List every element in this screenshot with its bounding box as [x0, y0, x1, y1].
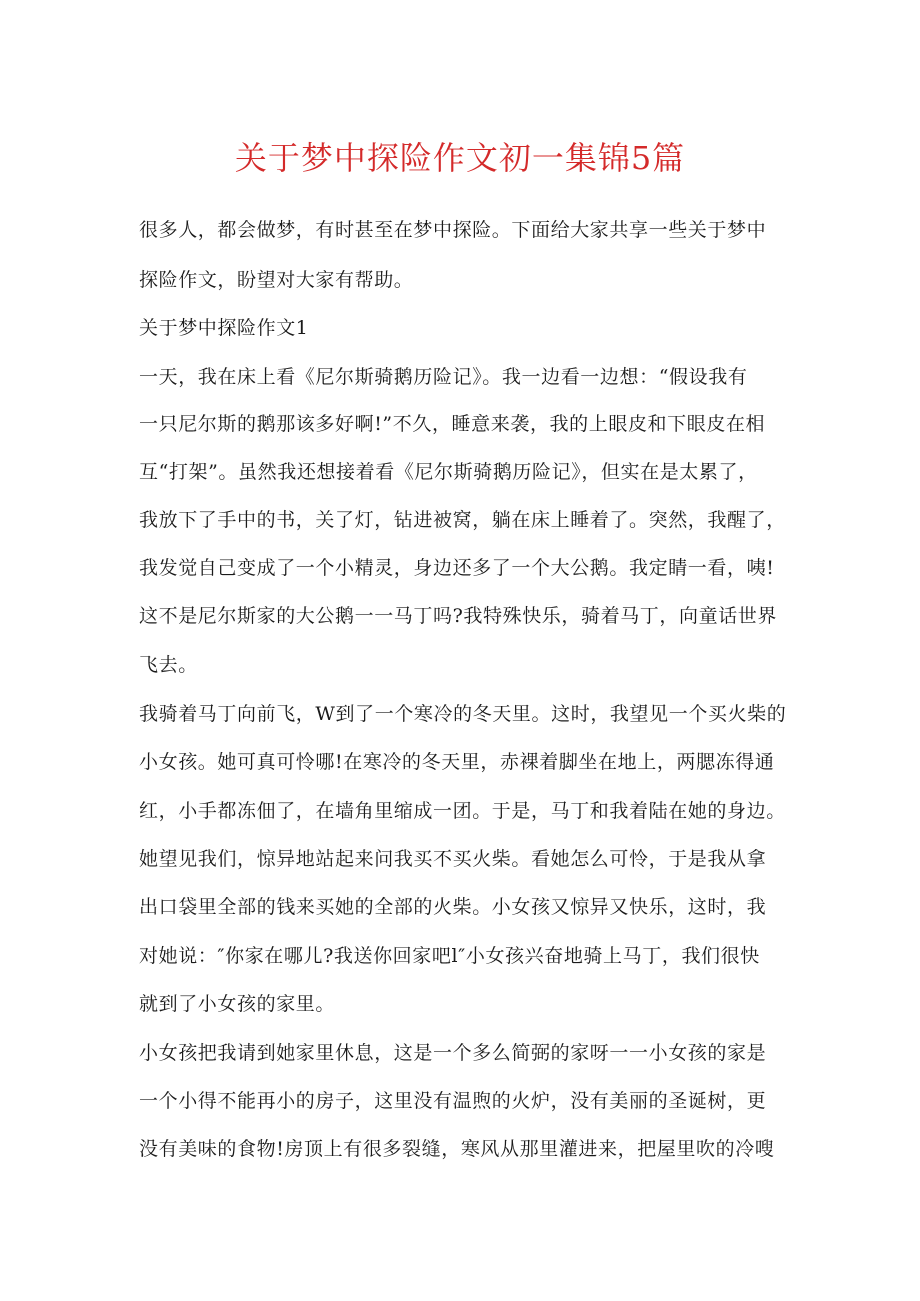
paragraph-line: 就到了小女孩的家里。 — [139, 993, 336, 1015]
paragraph-line: 小女孩。她可真可怜哪!在寒冷的冬天里，赤裸着脚坐在地上，两腮冻得通 — [139, 751, 775, 773]
paragraph-line: 红，小手都冻佃了，在墙角里缩成一团。于是，马丁和我着陆在她的身边。 — [139, 800, 786, 822]
paragraph-line: 一天，我在床上看《尼尔斯骑鹅历险记》。我一边看一边想：“假设我有 — [139, 366, 748, 388]
paragraph-line: 对她说：″你家在哪儿?我送你回家吧l″小女孩兴奋地骑上马丁，我们很快 — [139, 945, 760, 967]
paragraph-line: 没有美味的食物!房顶上有很多裂缝，寒风从那里灌进来，把屋里吹的冷嗖 — [139, 1138, 775, 1160]
document-title: 关于梦中探险作文初一集锦5篇 — [234, 139, 686, 177]
paragraph-line: 小女孩把我请到她家里休息，这是一个多么简弼的家呀一一小女孩的家是 — [139, 1042, 767, 1064]
paragraph-line: 互“打架”。虽然我还想接着看《尼尔斯骑鹅历险记》，但实在是太累了， — [139, 461, 758, 483]
paragraph-line: 这不是尼尔斯家的大公鹅一一马丁吗?我特殊快乐，骑着马丁，向童话世界 — [139, 605, 777, 627]
paragraph-line: 我骑着马丁向前飞，W到了一个寒冷的冬天里。这时，我望见一个买火柴的 — [139, 703, 787, 725]
paragraph-line: 探险作文，盼望对大家有帮助。 — [139, 269, 414, 291]
paragraph-line: 她望见我们，惊异地站起来问我买不买火柴。看她怎么可怜，于是我从拿 — [139, 848, 767, 870]
paragraph-line: 我发觉自己变成了一个小精灵，身边还多了一个大公鹅。我定睛一看，咦! — [139, 557, 775, 579]
paragraph-line: 我放下了手中的书，关了灯，钻进被窝，躺在床上睡着了。突然，我醒了， — [139, 509, 786, 531]
paragraph-line: 一个小得不能再小的房子，这里没有温煦的火炉，没有美丽的圣诞树，更 — [139, 1090, 767, 1112]
paragraph-line: 一只尼尔斯的鹅那该多好啊!”不久，睡意来袭，我的上眼皮和下眼皮在相 — [139, 413, 766, 435]
paragraph-line: 出口袋里全部的钱来买她的全部的火柴。小女孩又惊异又快乐，这时，我 — [139, 896, 767, 918]
paragraph-line: 很多人，都会做梦，有时甚至在梦中探险。下面给大家共享一些关于梦中 — [139, 219, 767, 241]
paragraph-line: 飞去。 — [139, 654, 198, 676]
section-heading: 关于梦中探险作文1 — [139, 317, 309, 339]
